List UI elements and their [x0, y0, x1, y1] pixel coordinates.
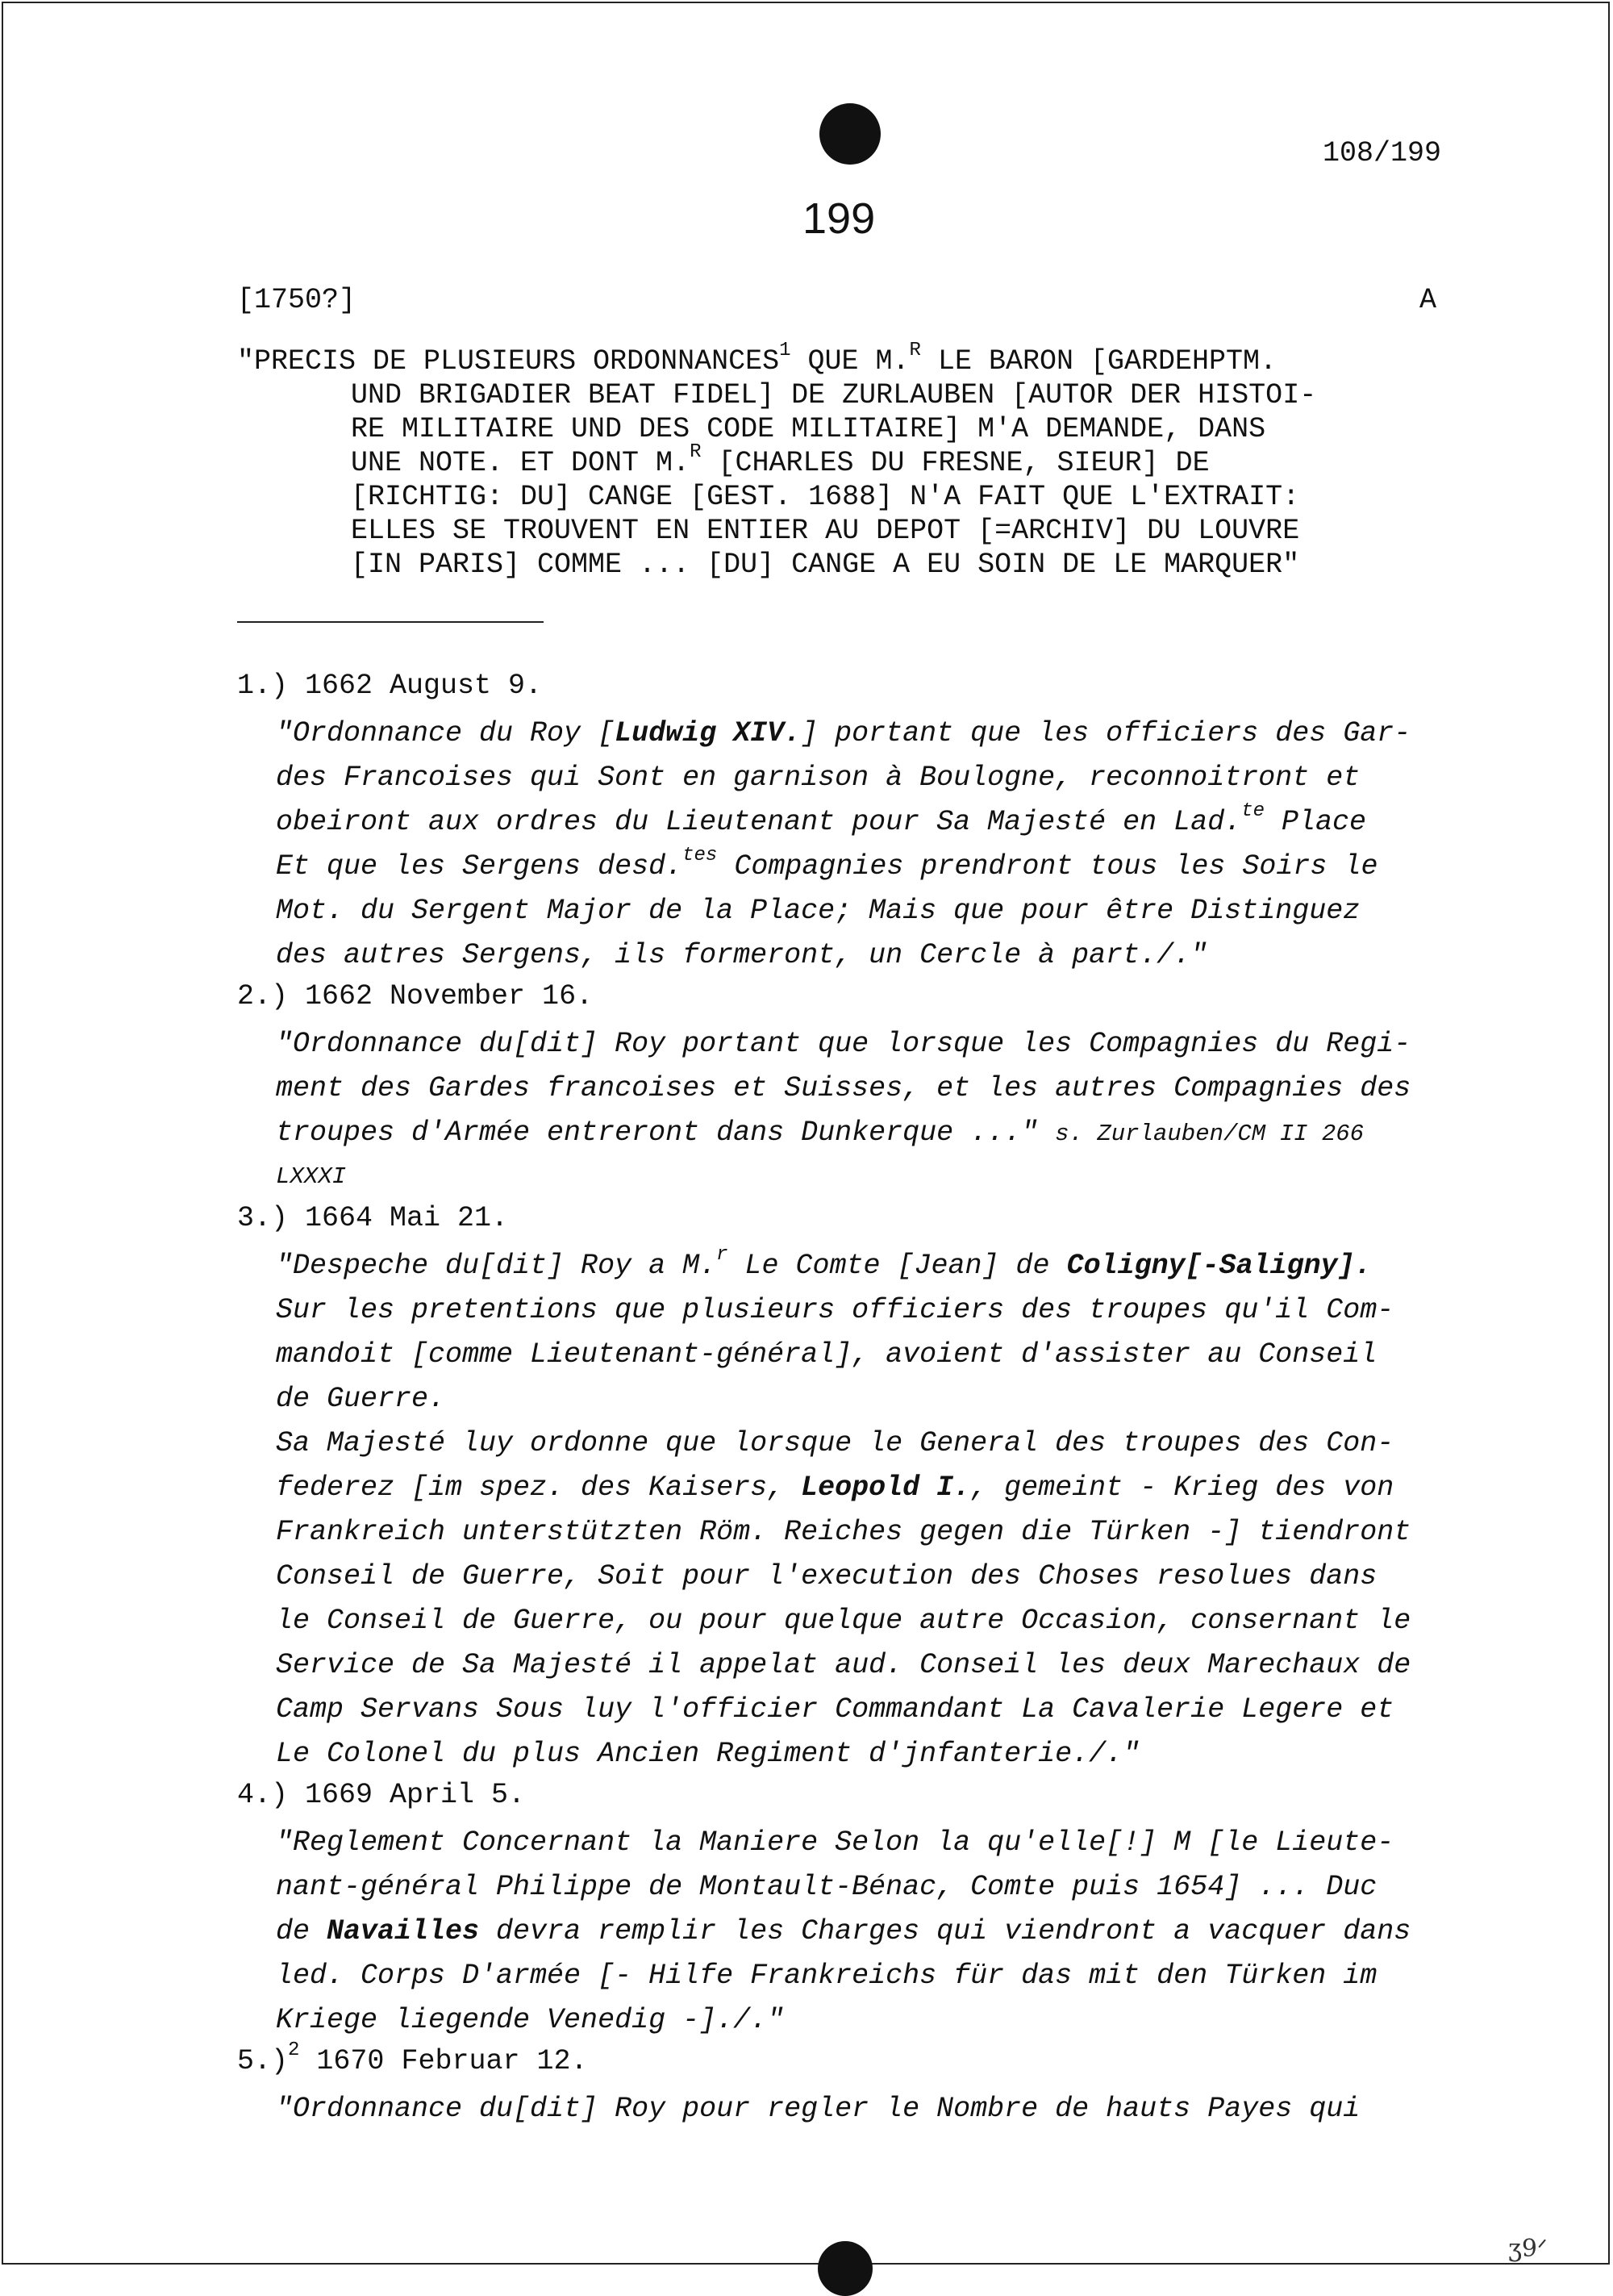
title-line: ELLES SE TROUVENT EN ENTIER AU DEPOT [=ARCHIV] DU LOUVRE	[351, 515, 1300, 547]
entry-line: Service de Sa Majesté il appelat aud. Conseil les deux Marechaux de	[276, 1649, 1411, 1681]
entry-heading: 1.) 1662 August 9.	[237, 670, 543, 702]
footnote-ref: 2	[288, 2039, 300, 2062]
entry-line: troupes d'Armée entreront dans Dunkerque ..." s. Zurlauben/CM II 266	[276, 1117, 1365, 1149]
entry-line: Conseil de Guerre, Soit pour l'execution des Choses resolues dans	[276, 1560, 1378, 1593]
entry-line: obeiront aux ordres du Lieutenant pour Sa Majesté en Lad.$^{te}$ Place	[276, 800, 1367, 838]
entry-line: ment des Gardes francoises et Suisses, et les autres Compagnies des	[276, 1072, 1411, 1104]
entry-heading: 5.)$^2$ 1670 Februar 12.	[237, 2039, 588, 2077]
entry-line: des Francoises qui Sont en garnison à Boulogne, reconnoitront et	[276, 762, 1361, 794]
entry-line: "Ordonnance du[dit] Roy pour regler le Nombre de hauts Payes qui	[276, 2093, 1361, 2125]
section-mark: A	[1419, 284, 1437, 316]
entry-line: "Ordonnance du[dit] Roy portant que lorsque les Compagnies du Regi-	[276, 1028, 1411, 1060]
entry-line: le Conseil de Guerre, ou pour quelque autre Occasion, consernant le	[276, 1605, 1411, 1637]
entry-line: Camp Servans Sous luy l'officier Commandant La Cavalerie Legere et	[276, 1693, 1394, 1726]
entry-line: "Reglement Concernant la Maniere Selon la qu'elle[!] M [le Lieute-	[276, 1826, 1394, 1859]
title-line: "PRECIS DE PLUSIEURS ORDONNANCES$^1$ QUE M.$^R$ LE BARON [GARDEHPTM.	[237, 340, 1277, 378]
entry-heading: 3.) 1664 Mai 21.	[237, 1202, 509, 1234]
entry-line: "Ordonnance du Roy [Ludwig XIV.] portant que les officiers des Gar-	[276, 717, 1411, 749]
page-number: 199	[802, 194, 876, 243]
punch-hole-top	[819, 103, 881, 165]
entry-line: federez [im spez. des Kaisers, Leopold I., gemeint - Krieg des von	[276, 1472, 1394, 1504]
title-line: [RICHTIG: DU] CANGE [GEST. 1688] N'A FAIT QUE L'EXTRAIT:	[351, 481, 1300, 513]
entry-line: des autres Sergens, ils formeront, un Cercle à part./."	[276, 939, 1208, 971]
punch-hole-bottom	[818, 2241, 873, 2296]
document-reference: 108/199	[1323, 137, 1442, 169]
entry-line: mandoit [comme Lieutenant-général], avoient d'assister au Conseil	[276, 1338, 1378, 1371]
document-date: [1750?]	[237, 284, 356, 316]
footnote-ref: 1	[779, 340, 791, 362]
entry-line: Mot. du Sergent Major de la Place; Mais que pour être Distinguez	[276, 895, 1361, 927]
title-line: UNE NOTE. ET DONT M.$^R$ [CHARLES DU FRESNE, SIEUR] DE	[351, 441, 1210, 479]
entry-line: Sa Majesté luy ordonne que lorsque le General des troupes des Con-	[276, 1427, 1394, 1459]
entry-line: Et que les Sergens desd.$^{tes}$ Compagnies prendront tous les Soirs le	[276, 845, 1378, 883]
entry-line: Le Colonel du plus Ancien Regiment d'jnfanterie./."	[276, 1738, 1140, 1770]
entry-heading: 4.) 1669 April 5.	[237, 1779, 526, 1811]
entry-line: de Guerre.	[276, 1383, 446, 1415]
entry-line: Frankreich unterstützten Röm. Reiches gegen die Türken -] tiendront	[276, 1516, 1411, 1548]
entry-line: Kriege liegende Venedig -]./."	[276, 2004, 785, 2036]
entry-line: "Despeche du[dit] Roy a M.$^r$ Le Comte [Jean] de Coligny[-Saligny].	[276, 1244, 1372, 1282]
document-title	[237, 340, 1471, 582]
divider	[237, 621, 544, 623]
entry-line: LXXXI	[276, 1163, 347, 1190]
handwritten-note: ʒ9ᐟ	[1508, 2235, 1548, 2263]
entry-list	[237, 668, 1479, 2132]
entry-line: led. Corps D'armée [- Hilfe Frankreichs für das mit den Türken im	[276, 1960, 1378, 1992]
title-line: [IN PARIS] COMME ... [DU] CANGE A EU SOIN DE LE MARQUER"	[351, 549, 1300, 581]
title-line: UND BRIGADIER BEAT FIDEL] DE ZURLAUBEN [AUTOR DER HISTOI-	[351, 379, 1317, 411]
entry-line: Sur les pretentions que plusieurs officiers des troupes qu'il Com-	[276, 1294, 1394, 1326]
entry-line: nant-général Philippe de Montault-Bénac, Comte puis 1654] ... Duc	[276, 1871, 1378, 1903]
entry-line: de Navailles devra remplir les Charges qui viendront a vacquer dans	[276, 1915, 1411, 1947]
entry-heading: 2.) 1662 November 16.	[237, 980, 594, 1012]
title-line: RE MILITAIRE UND DES CODE MILITAIRE] M'A DEMANDE, DANS	[351, 413, 1266, 445]
